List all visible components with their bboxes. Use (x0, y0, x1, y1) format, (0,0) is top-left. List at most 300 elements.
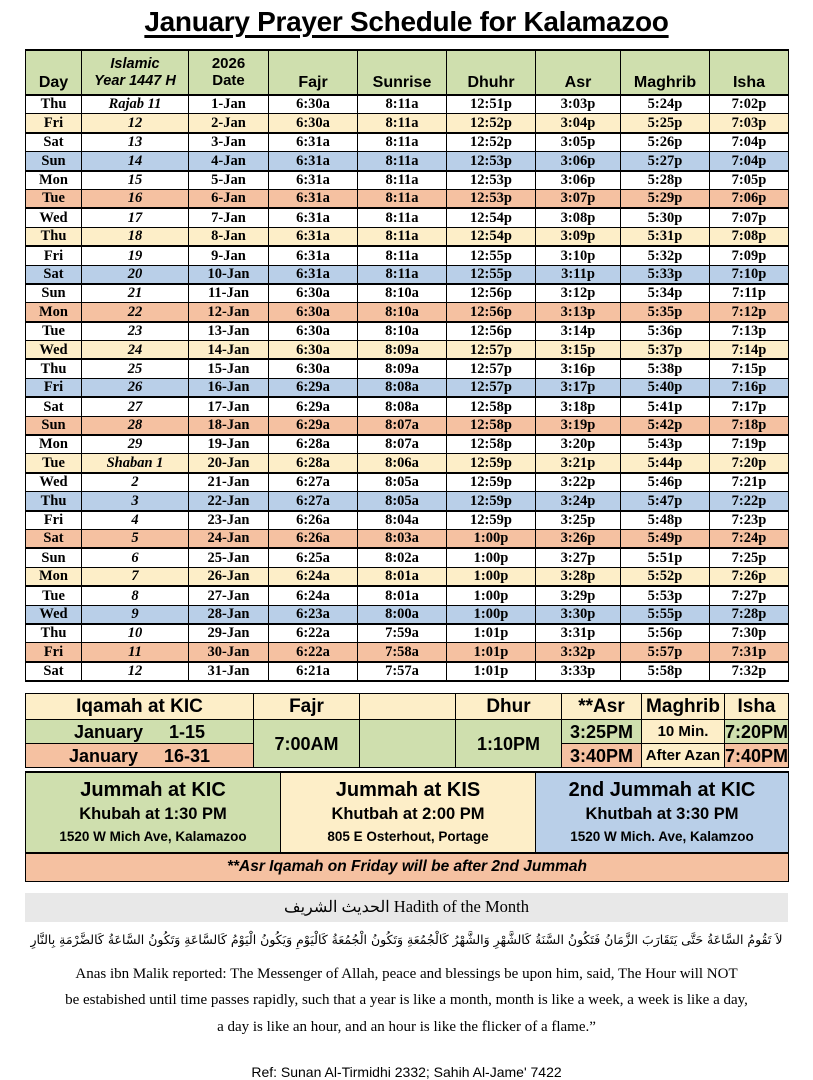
cell-isha: 7:20p (710, 454, 789, 473)
table-row (26, 189, 789, 208)
cell-asr: 3:11p (536, 265, 621, 284)
cell-day: Sat (26, 662, 82, 681)
iqamah-col-fajr: Fajr (254, 694, 360, 720)
jummah-kic-heading: Jummah at KIC (80, 779, 226, 802)
cell-hijri: 12 (82, 662, 189, 681)
cell-asr: 3:20p (536, 435, 621, 454)
cell-date: 3-Jan (189, 133, 269, 152)
iqamah-period-1 (26, 720, 254, 744)
cell-asr: 3:04p (536, 114, 621, 133)
cell-maghrib: 5:27p (621, 152, 710, 171)
cell-asr: 3:05p (536, 133, 621, 152)
cell-date: 26-Jan (189, 567, 269, 586)
cell-asr: 3:30p (536, 605, 621, 624)
cell-isha: 7:27p (710, 586, 789, 605)
cell-maghrib: 5:37p (621, 341, 710, 360)
cell-dhuhr: 12:53p (447, 152, 536, 171)
cell-fajr: 6:30a (269, 114, 358, 133)
col-header-isha: Isha (710, 50, 789, 95)
cell-hijri: 18 (82, 227, 189, 246)
cell-asr: 3:22p (536, 473, 621, 492)
table-row (26, 171, 789, 190)
cell-date: 1-Jan (189, 95, 269, 114)
page-title: January Prayer Schedule for Kalamazoo (144, 6, 669, 37)
cell-sunrise: 8:11a (358, 265, 447, 284)
cell-hijri: 12 (82, 114, 189, 133)
cell-maghrib: 5:28p (621, 171, 710, 190)
cell-date: 24-Jan (189, 529, 269, 548)
table-header-row (26, 50, 789, 95)
cell-dhuhr: 12:59p (447, 511, 536, 530)
cell-maghrib: 5:25p (621, 114, 710, 133)
cell-maghrib: 5:33p (621, 265, 710, 284)
cell-maghrib: 5:29p (621, 189, 710, 208)
cell-fajr: 6:31a (269, 133, 358, 152)
cell-hijri: 8 (82, 586, 189, 605)
cell-isha: 7:32p (710, 662, 789, 681)
cell-asr: 3:07p (536, 189, 621, 208)
prayer-schedule-body (26, 95, 789, 681)
table-row (26, 114, 789, 133)
cell-fajr: 6:31a (269, 189, 358, 208)
cell-isha: 7:17p (710, 397, 789, 416)
iqamah-maghrib-line2: After Azan (642, 744, 725, 768)
cell-sunrise: 8:00a (358, 605, 447, 624)
cell-day: Fri (26, 643, 82, 662)
cell-dhuhr: 12:54p (447, 227, 536, 246)
table-row (26, 643, 789, 662)
hadith-section (25, 893, 788, 1080)
cell-dhuhr: 12:58p (447, 435, 536, 454)
table-row (26, 208, 789, 227)
cell-maghrib: 5:41p (621, 397, 710, 416)
jummah-kis-address: 805 E Osterhout, Portage (327, 829, 489, 845)
cell-maghrib: 5:31p (621, 227, 710, 246)
cell-day: Thu (26, 492, 82, 511)
jummah-second-khutbah: Khutbah at 3:30 PM (585, 805, 739, 824)
table-row (26, 246, 789, 265)
cell-fajr: 6:28a (269, 435, 358, 454)
cell-dhuhr: 1:01p (447, 624, 536, 643)
col-header-sunrise: Sunrise (358, 50, 447, 95)
cell-hijri: 29 (82, 435, 189, 454)
cell-date: 9-Jan (189, 246, 269, 265)
cell-day: Wed (26, 208, 82, 227)
cell-day: Fri (26, 511, 82, 530)
cell-sunrise: 8:11a (358, 152, 447, 171)
cell-asr: 3:13p (536, 303, 621, 322)
cell-fajr: 6:30a (269, 359, 358, 378)
cell-date: 12-Jan (189, 303, 269, 322)
cell-date: 4-Jan (189, 152, 269, 171)
cell-day: Sat (26, 265, 82, 284)
cell-dhuhr: 12:51p (447, 95, 536, 114)
cell-asr: 3:16p (536, 359, 621, 378)
cell-isha: 7:15p (710, 359, 789, 378)
cell-sunrise: 8:08a (358, 378, 447, 397)
cell-date: 30-Jan (189, 643, 269, 662)
cell-day: Wed (26, 473, 82, 492)
cell-dhuhr: 1:00p (447, 548, 536, 567)
hadith-reference: Ref: Sunan Al-Tirmidhi 2332; Sahih Al-Jame' 7422 (251, 1063, 562, 1080)
cell-fajr: 6:29a (269, 378, 358, 397)
cell-isha: 7:11p (710, 284, 789, 303)
cell-hijri: 19 (82, 246, 189, 265)
col-header-dhuhr: Dhuhr (447, 50, 536, 95)
cell-date: 5-Jan (189, 171, 269, 190)
cell-maghrib: 5:57p (621, 643, 710, 662)
table-row (26, 133, 789, 152)
hadith-header-english: Hadith of the Month (393, 897, 529, 917)
iqamah-col-isha: Isha (725, 694, 789, 720)
cell-isha: 7:13p (710, 322, 789, 341)
cell-dhuhr: 12:58p (447, 397, 536, 416)
cell-isha: 7:03p (710, 114, 789, 133)
cell-hijri: 6 (82, 548, 189, 567)
cell-day: Thu (26, 359, 82, 378)
cell-isha: 7:16p (710, 378, 789, 397)
cell-day: Tue (26, 586, 82, 605)
cell-sunrise: 8:09a (358, 341, 447, 360)
cell-fajr: 6:31a (269, 246, 358, 265)
col-header-islamic-line1: Islamic (110, 56, 160, 73)
iqamah-blank-cell (360, 720, 456, 768)
cell-hijri: 24 (82, 341, 189, 360)
table-row (26, 265, 789, 284)
table-row (26, 529, 789, 548)
cell-dhuhr: 12:56p (447, 284, 536, 303)
cell-fajr: 6:29a (269, 416, 358, 435)
table-row (26, 511, 789, 530)
cell-date: 15-Jan (189, 359, 269, 378)
cell-sunrise: 8:11a (358, 189, 447, 208)
iqamah-asr-time-second-half: 3:40PM (562, 744, 642, 768)
cell-hijri: 20 (82, 265, 189, 284)
cell-sunrise: 8:10a (358, 284, 447, 303)
cell-isha: 7:30p (710, 624, 789, 643)
cell-asr: 3:03p (536, 95, 621, 114)
jummah-block-kis (281, 772, 536, 853)
iqamah-isha-time-second-half: 7:40PM (725, 745, 789, 766)
hadith-header (25, 893, 788, 922)
iqamah-asr-time-first-half: 3:25PM (562, 720, 642, 744)
cell-maghrib: 5:52p (621, 567, 710, 586)
iqamah-dhur-time: 1:10PM (456, 720, 562, 768)
cell-dhuhr: 12:52p (447, 114, 536, 133)
cell-date: 19-Jan (189, 435, 269, 454)
cell-isha: 7:12p (710, 303, 789, 322)
iqamah-col-asr: **Asr (562, 694, 642, 720)
hadith-english-line3: a day is like an hour, and an hour is like the flicker of a flame.” (217, 1018, 596, 1035)
cell-day: Mon (26, 435, 82, 454)
iqamah-period-1-range: 1-15 (169, 721, 206, 742)
cell-hijri: 22 (82, 303, 189, 322)
cell-date: 28-Jan (189, 605, 269, 624)
cell-sunrise: 8:05a (358, 492, 447, 511)
table-row (26, 322, 789, 341)
cell-maghrib: 5:32p (621, 246, 710, 265)
cell-asr: 3:21p (536, 454, 621, 473)
cell-maghrib: 5:47p (621, 492, 710, 511)
table-row (26, 548, 789, 567)
jummah-second-heading: 2nd Jummah at KIC (568, 779, 756, 802)
cell-date: 21-Jan (189, 473, 269, 492)
cell-hijri: 15 (82, 171, 189, 190)
cell-fajr: 6:23a (269, 605, 358, 624)
jummah-table (25, 771, 789, 882)
table-row (26, 227, 789, 246)
cell-fajr: 6:27a (269, 473, 358, 492)
cell-dhuhr: 12:55p (447, 246, 536, 265)
cell-hijri: 16 (82, 189, 189, 208)
cell-asr: 3:29p (536, 586, 621, 605)
cell-date: 14-Jan (189, 341, 269, 360)
cell-day: Fri (26, 114, 82, 133)
cell-day: Tue (26, 322, 82, 341)
cell-isha: 7:19p (710, 435, 789, 454)
iqamah-maghrib-line1: 10 Min. (642, 720, 725, 744)
cell-hijri: 27 (82, 397, 189, 416)
cell-hijri: 4 (82, 511, 189, 530)
cell-day: Tue (26, 189, 82, 208)
cell-hijri: 17 (82, 208, 189, 227)
cell-dhuhr: 12:56p (447, 303, 536, 322)
table-row (26, 359, 789, 378)
cell-hijri: 26 (82, 378, 189, 397)
col-header-fajr: Fajr (269, 50, 358, 95)
cell-asr: 3:08p (536, 208, 621, 227)
cell-day: Tue (26, 454, 82, 473)
cell-day: Wed (26, 341, 82, 360)
jummah-kis-heading: Jummah at KIS (335, 779, 481, 802)
cell-date: 18-Jan (189, 416, 269, 435)
cell-day: Sat (26, 133, 82, 152)
cell-fajr: 6:22a (269, 624, 358, 643)
jummah-kic-khutbah: Khubah at 1:30 PM (79, 805, 227, 824)
cell-sunrise: 8:01a (358, 567, 447, 586)
cell-day: Fri (26, 246, 82, 265)
cell-fajr: 6:30a (269, 341, 358, 360)
cell-hijri: 25 (82, 359, 189, 378)
cell-maghrib: 5:53p (621, 586, 710, 605)
cell-sunrise: 8:07a (358, 435, 447, 454)
cell-date: 29-Jan (189, 624, 269, 643)
cell-isha: 7:06p (710, 189, 789, 208)
cell-sunrise: 8:10a (358, 322, 447, 341)
cell-fajr: 6:28a (269, 454, 358, 473)
cell-hijri: 9 (82, 605, 189, 624)
table-row (26, 397, 789, 416)
cell-isha: 7:14p (710, 341, 789, 360)
cell-fajr: 6:26a (269, 511, 358, 530)
cell-date: 16-Jan (189, 378, 269, 397)
table-row (26, 473, 789, 492)
cell-dhuhr: 1:01p (447, 643, 536, 662)
cell-fajr: 6:31a (269, 152, 358, 171)
hadith-arabic-text: لاَ تَقُومُ السَّاعَةُ حَتَّى يَتَقَارَبَ الزَّمَانُ فَتَكُونُ السَّنَةُ كَالشَّهْرِ وَالشَّهْرُ كَالْجُمُعَةِ وَتَكُونُ الْجُمُعَةُ كَالْيَوْمِ وَيَكُونُ الْيَوْمُ كَالسَّاعَةِ وَتَكُونُ السَّاعَةُ كَالضَّرْمَةِ بِالنَّارِ (30, 932, 783, 948)
cell-maghrib: 5:26p (621, 133, 710, 152)
col-header-islamic-line2: Year 1447 H (94, 72, 176, 89)
iqamah-period-2 (26, 744, 254, 768)
cell-asr: 3:32p (536, 643, 621, 662)
cell-date: 10-Jan (189, 265, 269, 284)
cell-isha: 7:28p (710, 605, 789, 624)
cell-fajr: 6:24a (269, 586, 358, 605)
cell-day: Sun (26, 548, 82, 567)
iqamah-col-dhur: Dhur (456, 694, 562, 720)
hadith-english-line2: be estabished until time passes rapidly, such that a year is like a month, month is like a week, a week is like a day, (65, 992, 748, 1009)
cell-maghrib: 5:44p (621, 454, 710, 473)
table-row (26, 284, 789, 303)
cell-hijri: 21 (82, 284, 189, 303)
cell-isha: 7:23p (710, 511, 789, 530)
cell-sunrise: 8:09a (358, 359, 447, 378)
table-row (26, 152, 789, 171)
cell-sunrise: 8:06a (358, 454, 447, 473)
cell-fajr: 6:31a (269, 227, 358, 246)
cell-isha: 7:18p (710, 416, 789, 435)
table-row (26, 416, 789, 435)
cell-day: Sun (26, 416, 82, 435)
cell-hijri: Shaban 1 (82, 454, 189, 473)
cell-day: Sat (26, 529, 82, 548)
cell-sunrise: 8:11a (358, 95, 447, 114)
cell-sunrise: 8:11a (358, 114, 447, 133)
cell-hijri: 10 (82, 624, 189, 643)
cell-date: 31-Jan (189, 662, 269, 681)
cell-dhuhr: 12:59p (447, 454, 536, 473)
cell-day: Sun (26, 284, 82, 303)
cell-maghrib: 5:40p (621, 378, 710, 397)
cell-fajr: 6:29a (269, 397, 358, 416)
cell-maghrib: 5:49p (621, 529, 710, 548)
cell-hijri: 23 (82, 322, 189, 341)
table-row (26, 662, 789, 681)
cell-sunrise: 7:59a (358, 624, 447, 643)
table-row (26, 605, 789, 624)
col-header-islamic-year (82, 50, 189, 95)
cell-day: Thu (26, 95, 82, 114)
cell-isha: 7:10p (710, 265, 789, 284)
cell-fajr: 6:30a (269, 284, 358, 303)
cell-day: Sun (26, 152, 82, 171)
jummah-kic-address: 1520 W Mich Ave, Kalamazoo (59, 829, 247, 845)
iqamah-table (25, 693, 789, 768)
cell-isha: 7:04p (710, 152, 789, 171)
cell-fajr: 6:26a (269, 529, 358, 548)
cell-asr: 3:27p (536, 548, 621, 567)
cell-dhuhr: 12:53p (447, 189, 536, 208)
cell-sunrise: 8:11a (358, 133, 447, 152)
cell-date: 17-Jan (189, 397, 269, 416)
cell-date: 22-Jan (189, 492, 269, 511)
cell-date: 27-Jan (189, 586, 269, 605)
cell-asr: 3:24p (536, 492, 621, 511)
cell-sunrise: 8:08a (358, 397, 447, 416)
cell-fajr: 6:21a (269, 662, 358, 681)
iqamah-isha-time-first-half: 7:20PM (725, 721, 789, 742)
iqamah-period-2-range: 16-31 (164, 745, 211, 766)
cell-fajr: 6:31a (269, 171, 358, 190)
cell-maghrib: 5:24p (621, 95, 710, 114)
cell-day: Thu (26, 227, 82, 246)
iqamah-col-blank (360, 694, 456, 720)
cell-dhuhr: 1:01p (447, 662, 536, 681)
table-row (26, 492, 789, 511)
iqamah-col-maghrib: Maghrib (642, 694, 725, 720)
iqamah-row-first-half (26, 720, 789, 744)
iqamah-fajr-time: 7:00AM (254, 720, 360, 768)
cell-fajr: 6:27a (269, 492, 358, 511)
cell-asr: 3:14p (536, 322, 621, 341)
cell-isha: 7:31p (710, 643, 789, 662)
cell-hijri: 7 (82, 567, 189, 586)
cell-sunrise: 8:11a (358, 227, 447, 246)
cell-asr: 3:06p (536, 171, 621, 190)
iqamah-title: Iqamah at KIC (26, 694, 254, 720)
cell-fajr: 6:24a (269, 567, 358, 586)
cell-maghrib: 5:36p (621, 322, 710, 341)
cell-day: Wed (26, 605, 82, 624)
cell-hijri: 13 (82, 133, 189, 152)
table-row (26, 378, 789, 397)
col-header-asr: Asr (536, 50, 621, 95)
jummah-block-kic (26, 772, 281, 853)
col-header-maghrib: Maghrib (621, 50, 710, 95)
cell-maghrib: 5:34p (621, 284, 710, 303)
cell-dhuhr: 12:56p (447, 322, 536, 341)
cell-sunrise: 8:01a (358, 586, 447, 605)
cell-asr: 3:33p (536, 662, 621, 681)
hadith-english-line1: Anas ibn Malik reported: The Messenger of Allah, peace and blessings be upon him, said, The Hour will NOT (75, 966, 738, 983)
cell-asr: 3:28p (536, 567, 621, 586)
cell-dhuhr: 12:57p (447, 359, 536, 378)
jummah-note-row (26, 853, 789, 882)
prayer-schedule-table (25, 49, 789, 682)
cell-sunrise: 8:05a (358, 473, 447, 492)
hadith-header-arabic: الحديث الشريف (284, 899, 390, 917)
table-row (26, 586, 789, 605)
cell-asr: 3:31p (536, 624, 621, 643)
cell-hijri: 28 (82, 416, 189, 435)
cell-hijri: 3 (82, 492, 189, 511)
cell-maghrib: 5:30p (621, 208, 710, 227)
table-row (26, 303, 789, 322)
jummah-block-second-kic (536, 772, 789, 853)
cell-maghrib: 5:56p (621, 624, 710, 643)
cell-asr: 3:09p (536, 227, 621, 246)
cell-asr: 3:10p (536, 246, 621, 265)
cell-dhuhr: 12:58p (447, 416, 536, 435)
cell-day: Fri (26, 378, 82, 397)
cell-asr: 3:25p (536, 511, 621, 530)
col-header-gregorian-date (189, 50, 269, 95)
cell-fajr: 6:30a (269, 303, 358, 322)
table-row (26, 454, 789, 473)
cell-dhuhr: 1:00p (447, 586, 536, 605)
cell-isha: 7:24p (710, 529, 789, 548)
cell-date: 23-Jan (189, 511, 269, 530)
col-header-day: Day (26, 50, 82, 95)
cell-isha: 7:05p (710, 171, 789, 190)
cell-isha: 7:07p (710, 208, 789, 227)
cell-asr: 3:19p (536, 416, 621, 435)
cell-maghrib: 5:55p (621, 605, 710, 624)
cell-hijri: 2 (82, 473, 189, 492)
cell-dhuhr: 12:57p (447, 378, 536, 397)
cell-maghrib: 5:35p (621, 303, 710, 322)
cell-isha: 7:21p (710, 473, 789, 492)
